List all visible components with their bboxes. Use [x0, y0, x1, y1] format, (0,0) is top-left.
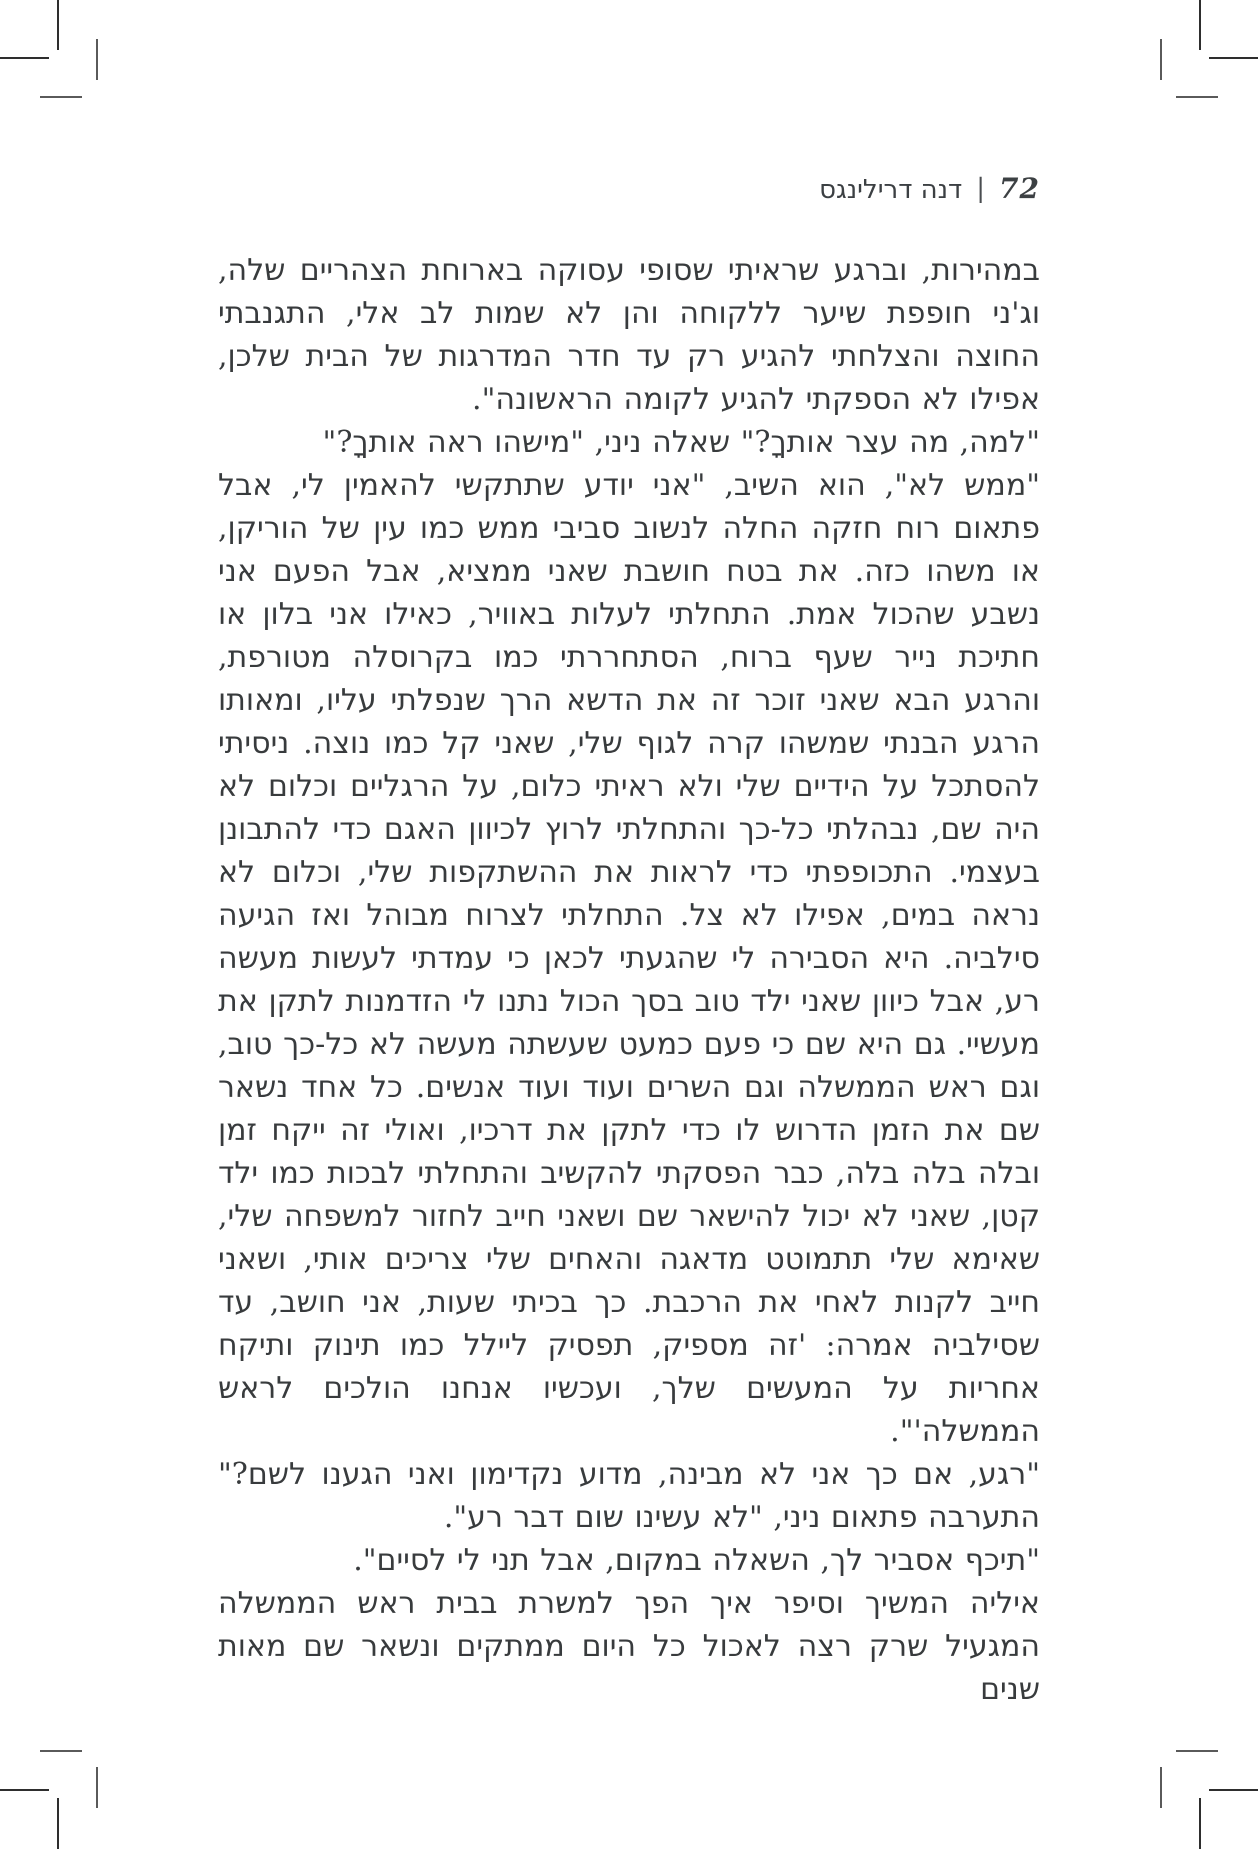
- crop-mark-top-right-h-outer: [1209, 57, 1258, 59]
- running-header: [218, 172, 1040, 206]
- body-paragraph: "ממש לא", הוא השיב, "אני יודע שתתקשי להאמין לי, אבל פתאום רוח חזקה החלה לנשוב סביבי ממש כמו עין של הוריקן, או משהו כזה. את בטח חושבת שאני ממציא, אבל הפעם אני נשבע שהכול אמת. התחלתי לעלות באוויר, כאילו אני בלון או חתיכת נייר שעף ברוח, הסתחררתי כמו בקרוסלה מטורפת, והרגע הבא שאני זוכר זה את הדשא הרך שנפלתי עליו, ומאותו הרגע הבנתי שמשהו קרה לגוף שלי, שאני קל כמו נוצה. ניסיתי להסתכל על הידיים שלי ולא ראיתי כלום, על הרגליים וכלום לא היה שם, נבהלתי כל-כך והתחלתי לרוץ לכיוון האגם כדי להתבונן בעצמי. התכופפתי כדי לראות את ההשתקפות שלי, וכלום לא נראה במים, אפילו לא צל. התחלתי לצרוח מבוהל ואז הגיעה סילביה. היא הסבירה לי שהגעתי לכאן כי עמדתי לעשות מעשה רע, אבל כיוון שאני ילד טוב בסך הכול נתנו לי הזדמנות לתקן את מעשיי. גם היא שם כי פעם כמעט שעשתה מעשה לא כל-כך טוב, וגם ראש הממשלה וגם השרים ועוד ועוד אנשים. כל אחד נשאר שם את הזמן הדרוש לו כדי לתקן את דרכיו, ואולי זה ייקח זמן ובלה בלה בלה, כבר הפסקתי להקשיב והתחלתי לבכות כמו ילד קטן, שאני לא יכול להישאר שם ושאני חייב לחזור למשפחה שלי, שאימא שלי תתמוטט מדאגה והאחים שלי צריכים אותי, ושאני חייב לקנות לאחי את הרכבת. כך בכיתי שעות, אני חושב, עד שסילביה אמרה: 'זה מספיק, תפסיק ליילל כמו תינוק ותיקח אחריות על המעשים שלך, ועכשיו אנחנו הולכים לראש הממשלה'".: [218, 468, 1040, 1449]
- crop-mark-top-right-h-inner: [1176, 96, 1218, 98]
- crop-mark-bottom-right-v-inner: [1160, 1767, 1162, 1808]
- text-column: [218, 172, 1040, 1711]
- crop-mark-bottom-right-v-outer: [1199, 1798, 1201, 1849]
- crop-mark-top-right-v-outer: [1199, 0, 1201, 50]
- body-paragraph: "רגע, אם כך אני לא מבינה, מדוע נקדימון ואני הגענו לשם?" התערבה פתאום ניני, "לא עשינו שום דבר רע".: [218, 1457, 1040, 1535]
- header-separator: |: [976, 174, 986, 204]
- body-paragraph: "למה, מה עצר אותךָ?" שאלה ניני, "מישהו ראה אותךָ?": [322, 425, 1040, 460]
- crop-mark-bottom-left-h-inner: [40, 1750, 82, 1752]
- author-name: דנה דרילינגס: [819, 175, 963, 205]
- crop-mark-top-left-h-outer: [0, 57, 49, 59]
- crop-mark-top-left-h-inner: [40, 96, 82, 98]
- page-number: 72: [999, 172, 1040, 205]
- crop-mark-bottom-left-v-inner: [96, 1767, 98, 1808]
- body-paragraph: במהירות, וברגע שראיתי שסופי עסוקה בארוחת הצהריים שלה, וג'ני חופפת שיער ללקוחה והן לא שמות לב אלי, התגנבתי החוצה והצלחתי להגיע רק עד חדר המדרגות של הבית שלכן, אפילו לא הספקתי להגיע לקומה הראשונה".: [218, 253, 1040, 417]
- crop-mark-top-right-v-inner: [1160, 39, 1162, 80]
- crop-mark-bottom-right-h-outer: [1209, 1789, 1258, 1791]
- crop-mark-bottom-right-h-inner: [1176, 1750, 1218, 1752]
- body-paragraph: "תיכף אסביר לך, השאלה במקום, אבל תני לי לסיים".: [353, 1543, 1040, 1578]
- crop-mark-top-left-v-outer: [57, 0, 59, 50]
- crop-mark-bottom-left-v-outer: [57, 1798, 59, 1849]
- crop-mark-top-left-v-inner: [96, 39, 98, 80]
- body-paragraph: איליה המשיך וסיפר איך הפך למשרת בבית ראש הממשלה המגעיל שרק רצה לאכול כל היום ממתקים ונשאר שם מאות שנים: [218, 1586, 1040, 1707]
- body-text: [218, 249, 1040, 1711]
- crop-mark-bottom-left-h-outer: [0, 1789, 49, 1791]
